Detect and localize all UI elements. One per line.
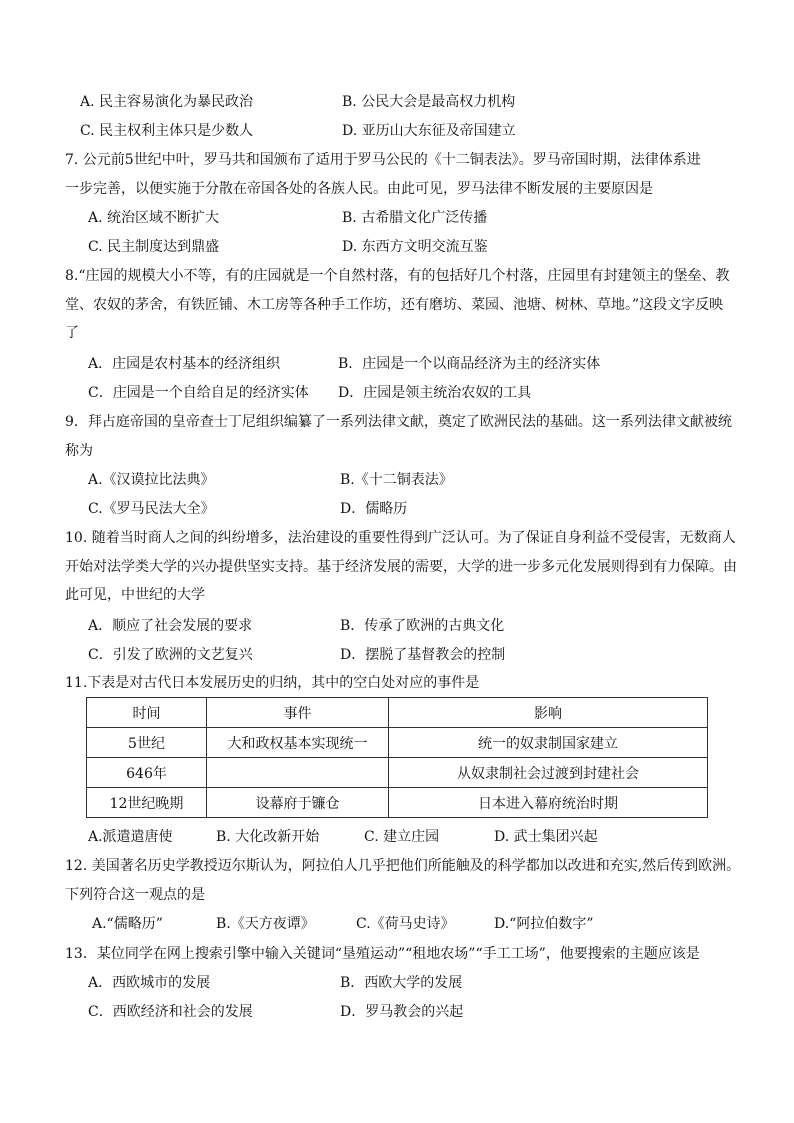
- q9-line-1: 9．拜占庭帝国的皇帝查士丁尼组织编纂了一系列法律文献，奠定了欧洲民法的基础。这一系列法律文献被统: [65, 414, 732, 430]
- q12-stem: [65, 852, 741, 909]
- q10-line-1: 10. 随着当时商人之间的纠纷增多，法治建设的重要性得到广泛认可。为了保证自身利益不受侵害，无数商人: [65, 530, 736, 546]
- table-header-cell: 事件: [207, 698, 389, 728]
- q8-line-1: 8.“庄园的规模大小不等，有的庄园就是一个自然村落，有的包括好几个村落，庄园里有封建领主的堡垒、教: [65, 268, 730, 284]
- q6-option-b: B. 公民大会是最高权力机构: [342, 94, 516, 110]
- q13-option-d: D．罗马教会的兴起: [340, 1004, 464, 1020]
- q9-option-a: A.《汉谟拉比法典》: [88, 472, 215, 488]
- table-cell: 日本进入幕府统治时期: [389, 788, 708, 818]
- table-cell: 从奴隶制社会过渡到封建社会: [389, 758, 708, 788]
- q8-option-a: A．庄园是农村基本的经济组织: [88, 356, 281, 372]
- q10-stem: [65, 524, 735, 610]
- q10-option-b: B．传承了欧洲的古典文化: [340, 618, 505, 634]
- q7-option-c: C. 民主制度达到鼎盛: [88, 239, 220, 255]
- q11-stem: 11.下表是对古代日本发展历史的归纳，其中的空白处对应的事件是: [65, 675, 480, 691]
- q9-option-d: D．儒略历: [340, 501, 408, 517]
- q8-option-b: B．庄园是一个以商品经济为主的经济实体: [338, 356, 601, 372]
- q12-line-1: 12. 美国著名历史学教授迈尔斯认为，阿拉伯人几乎把他们所能触及的科学都加以改进和充实,然后传到欧洲。: [65, 858, 741, 874]
- table-row: [87, 788, 708, 818]
- table-cell: 646年: [87, 758, 207, 788]
- q11-table: [86, 697, 708, 818]
- table-header-cell: 影响: [389, 698, 708, 728]
- q7-line-2: 一步完善，以便实施于分散在帝国各处的各族人民。由此可见，罗马法律不断发展的主要原因是: [65, 180, 653, 197]
- q10-option-a: A．顺应了社会发展的要求: [88, 618, 253, 634]
- q6-option-c: C. 民主权利主体只是少数人: [80, 123, 254, 139]
- table-cell: 5世纪: [87, 728, 207, 758]
- q7-option-a: A. 统治区域不断扩大: [88, 210, 220, 226]
- table-cell: 12世纪晚期: [87, 788, 207, 818]
- table-cell: 设幕府于镰仓: [207, 788, 389, 818]
- q7-line-1: 7. 公元前5世纪中叶，罗马共和国颁布了适用于罗马公民的《十二铜表法》。罗马帝国时期，法律体系进: [65, 152, 701, 168]
- q8-option-d: D．庄园是领主统治农奴的工具: [338, 385, 532, 401]
- table-cell-blank: [207, 758, 389, 788]
- q7-stem: [65, 146, 735, 203]
- q8-line-3: 了: [65, 325, 79, 341]
- table-row: [87, 758, 708, 788]
- q9-option-b: B.《十二铜表法》: [340, 472, 453, 488]
- q11-option-b: B. 大化改新开始: [216, 829, 320, 845]
- table-row: [87, 728, 708, 758]
- q12-option-b: B.《天方夜谭》: [216, 916, 315, 932]
- q10-option-d: D．摆脱了基督教会的控制: [340, 647, 506, 663]
- q12-line-2: 下列符合这一观点的是: [65, 886, 205, 903]
- table-cell: 大和政权基本实现统一: [207, 728, 389, 758]
- q6-option-a: A. 民主容易演化为暴民政治: [80, 94, 254, 110]
- table-header-cell: 时间: [87, 698, 207, 728]
- q12-option-a: A.“儒略历”: [92, 916, 163, 932]
- q11-option-c: C. 建立庄园: [364, 829, 440, 845]
- q8-line-2: 堂、农奴的茅舍，有铁匠铺、木工房等各种手工作坊，还有磨坊、菜园、池塘、树林、草地。”这段文字反映: [65, 296, 724, 313]
- table-cell: 统一的奴隶制国家建立: [389, 728, 708, 758]
- q7-option-d: D. 东西方文明交流互鉴: [342, 239, 488, 255]
- q9-stem: [65, 408, 735, 465]
- q11-option-a: A.派遣遣唐使: [88, 829, 173, 845]
- q8-option-c: C．庄园是一个自给自足的经济实体: [88, 385, 309, 401]
- q10-line-3: 此可见，中世纪的大学: [65, 587, 205, 603]
- q11-option-d: D. 武士集团兴起: [494, 829, 598, 845]
- q13-option-b: B．西欧大学的发展: [340, 975, 463, 991]
- q7-option-b: B. 古希腊文化广泛传播: [342, 210, 488, 226]
- q13-option-a: A．西欧城市的发展: [88, 975, 211, 991]
- q13-option-c: C．西欧经济和社会的发展: [88, 1004, 253, 1020]
- q8-stem: [65, 262, 735, 348]
- q13-stem: 13．某位同学在网上搜索引擎中输入关键词“垦殖运动”“租地农场”“手工工场”，他要搜索的主题应该是: [65, 946, 700, 962]
- q9-line-2: 称为: [65, 442, 93, 459]
- q9-option-c: C.《罗马民法大全》: [88, 501, 215, 517]
- q6-option-d: D. 亚历山大东征及帝国建立: [342, 123, 516, 139]
- q12-option-d: D.“阿拉伯数字”: [494, 916, 594, 932]
- q10-option-c: C．引发了欧洲的文艺复兴: [88, 647, 253, 663]
- table-header-row: [87, 698, 708, 728]
- q12-option-c: C.《荷马史诗》: [356, 916, 455, 932]
- q10-line-2: 开始对法学类大学的兴办提供坚实支持。基于经济发展的需要，大学的进一步多元化发展则得到有力保障。由: [65, 558, 737, 575]
